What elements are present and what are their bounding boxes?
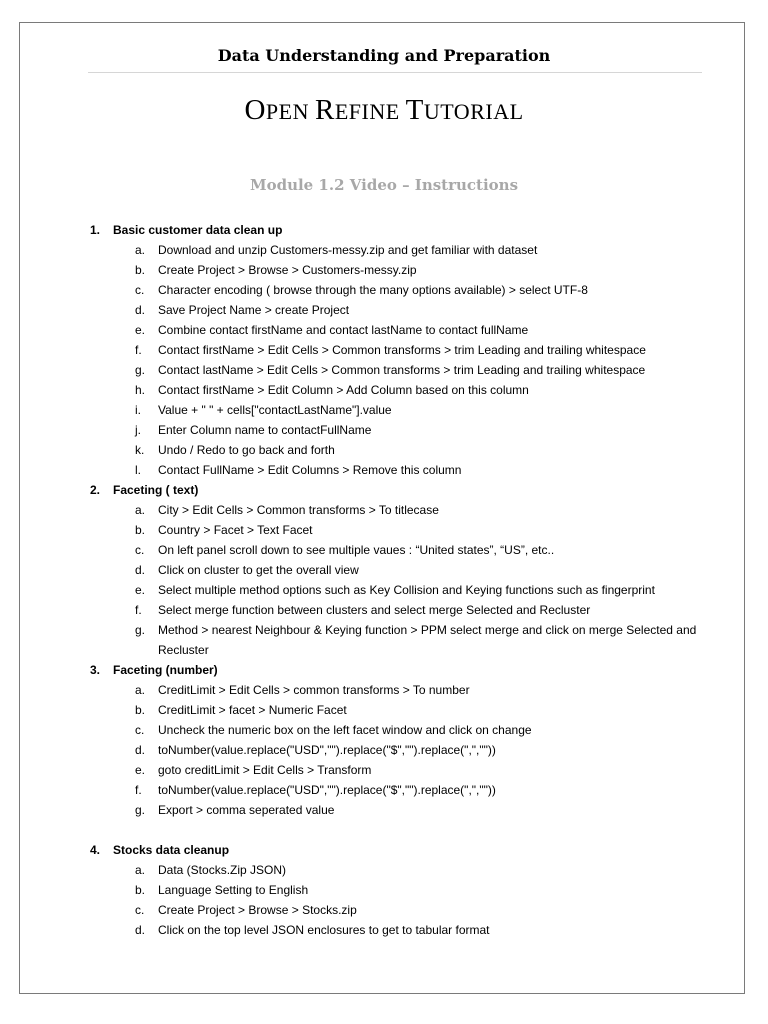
list-item [0,560,768,580]
item-text: Data (Stocks.Zip JSON) [158,863,287,877]
section [0,660,768,820]
item-text: Download and unzip Customers-messy.zip and get familiar with dataset [158,243,538,257]
item-letter: g. [135,623,146,637]
item-letter: e. [135,763,146,777]
list-item [0,400,768,420]
item-letter: a. [135,683,146,697]
list-item [0,540,768,560]
list-item [0,760,768,780]
list-item [0,580,768,600]
list-item [0,440,768,460]
section-title: Faceting (number) [113,663,218,677]
item-letter: a. [135,503,146,517]
header-divider [88,72,702,73]
section-heading [0,220,768,240]
item-text: Country > Facet > Text Facet [158,523,313,537]
list-item [0,240,768,260]
item-text: Combine contact firstName and contact lastName to contact fullName [158,323,529,337]
item-letter: b. [135,263,146,277]
section [0,220,768,480]
item-text: Uncheck the numeric box on the left facet window and click on change [158,723,532,737]
section-title: Faceting ( text) [113,483,199,497]
title-word-utorial: UTORIAL [423,99,524,124]
item-letter: b. [135,523,146,537]
item-text: Click on cluster to get the overall view [158,563,359,577]
item-text: toNumber(value.replace("USD","").replace("$","").replace(",","")) [158,783,496,797]
item-letter: l. [135,463,141,477]
list-item [0,340,768,360]
item-text: Enter Column name to contactFullName [158,423,372,437]
item-text: Save Project Name > create Project [158,303,350,317]
item-text: Language Setting to English [158,883,309,897]
item-letter: f. [135,783,142,797]
section-spacer [0,820,768,840]
section [0,840,768,940]
item-letter: j. [135,423,141,437]
item-letter: a. [135,863,146,877]
list-item [0,360,768,380]
list-item [0,800,768,820]
module-heading: Module 1.2 Video – Instructions [249,176,519,194]
item-letter: c. [135,283,145,297]
item-letter: a. [135,243,146,257]
item-text: Create Project > Browse > Stocks.zip [158,903,357,917]
item-letter: e. [135,323,146,337]
item-text: Select multiple method options such as Key Collision and Keying functions such as fingerprint [158,583,655,597]
item-text: Create Project > Browse > Customers-messy.zip [158,263,417,277]
item-letter: k. [135,443,145,457]
section [0,480,768,660]
section-heading [0,840,768,860]
item-letter: c. [135,543,145,557]
item-letter: c. [135,903,145,917]
list-item [0,720,768,740]
item-letter: h. [135,383,146,397]
list-item [0,620,768,660]
item-text: Contact firstName > Edit Cells > Common transforms > trim Leading and trailing whitespace [158,343,646,357]
instruction-list [0,220,768,940]
item-text: Export > comma seperated value [158,803,335,817]
title-letter-o: O [244,94,266,126]
list-item [0,420,768,440]
item-letter: d. [135,923,146,937]
list-item [0,380,768,400]
item-text: Click on the top level JSON enclosures to get to tabular format [158,923,490,937]
item-text: goto creditLimit > Edit Cells > Transform [158,763,372,777]
list-item [0,600,768,620]
item-text: CreditLimit > facet > Numeric Facet [158,703,347,717]
document-title [0,94,768,127]
item-text: Undo / Redo to go back and forth [158,443,335,457]
item-letter: b. [135,883,146,897]
item-letter: i. [135,403,141,417]
list-item [0,700,768,720]
item-text: CreditLimit > Edit Cells > common transforms > To number [158,683,470,697]
list-item [0,320,768,340]
title-letter-r: R [314,94,335,126]
item-text: On left panel scroll down to see multiple vaues : “United states”, “US”, etc.. [158,543,555,557]
item-letter: f. [135,603,142,617]
title-letter-t: T [405,94,424,126]
section-number: 3. [90,663,101,677]
list-item [0,780,768,800]
list-item [0,880,768,900]
list-item [0,300,768,320]
item-letter: d. [135,563,146,577]
course-header: Data Understanding and Preparation [217,46,551,65]
item-text: City > Edit Cells > Common transforms > To titlecase [158,503,439,517]
item-letter: c. [135,723,145,737]
item-letter: e. [135,583,146,597]
item-letter: d. [135,743,146,757]
section-title: Basic customer data clean up [113,223,283,237]
item-letter: d. [135,303,146,317]
section-heading [0,480,768,500]
item-letter: b. [135,703,146,717]
item-letter: f. [135,343,142,357]
section-number: 1. [90,223,101,237]
list-item [0,500,768,520]
list-item [0,260,768,280]
section-number: 4. [90,843,101,857]
section-number: 2. [90,483,101,497]
item-text: Value + " " + cells["contactLastName"].value [158,403,392,417]
list-item [0,740,768,760]
list-item [0,900,768,920]
item-text: Method > nearest Neighbour & Keying function > PPM select merge and click on merge Selected and Recluster [158,623,697,657]
list-item [0,520,768,540]
item-letter: g. [135,803,146,817]
item-text: Contact firstName > Edit Column > Add Column based on this column [158,383,529,397]
list-item [0,680,768,700]
section-title: Stocks data cleanup [113,843,230,857]
title-word-pen: PEN [265,99,315,124]
section-heading [0,660,768,680]
item-text: toNumber(value.replace("USD","").replace("$","").replace(",","")) [158,743,496,757]
title-word-efine: EFINE [334,99,406,124]
list-item [0,280,768,300]
item-text: Character encoding ( browse through the many options available) > select UTF-8 [158,283,588,297]
list-item [0,460,768,480]
item-text: Contact FullName > Edit Columns > Remove this column [158,463,462,477]
list-item [0,920,768,940]
item-text: Select merge function between clusters and select merge Selected and Recluster [158,603,591,617]
item-letter: g. [135,363,146,377]
item-text: Contact lastName > Edit Cells > Common transforms > trim Leading and trailing whitespace [158,363,646,377]
list-item [0,860,768,880]
